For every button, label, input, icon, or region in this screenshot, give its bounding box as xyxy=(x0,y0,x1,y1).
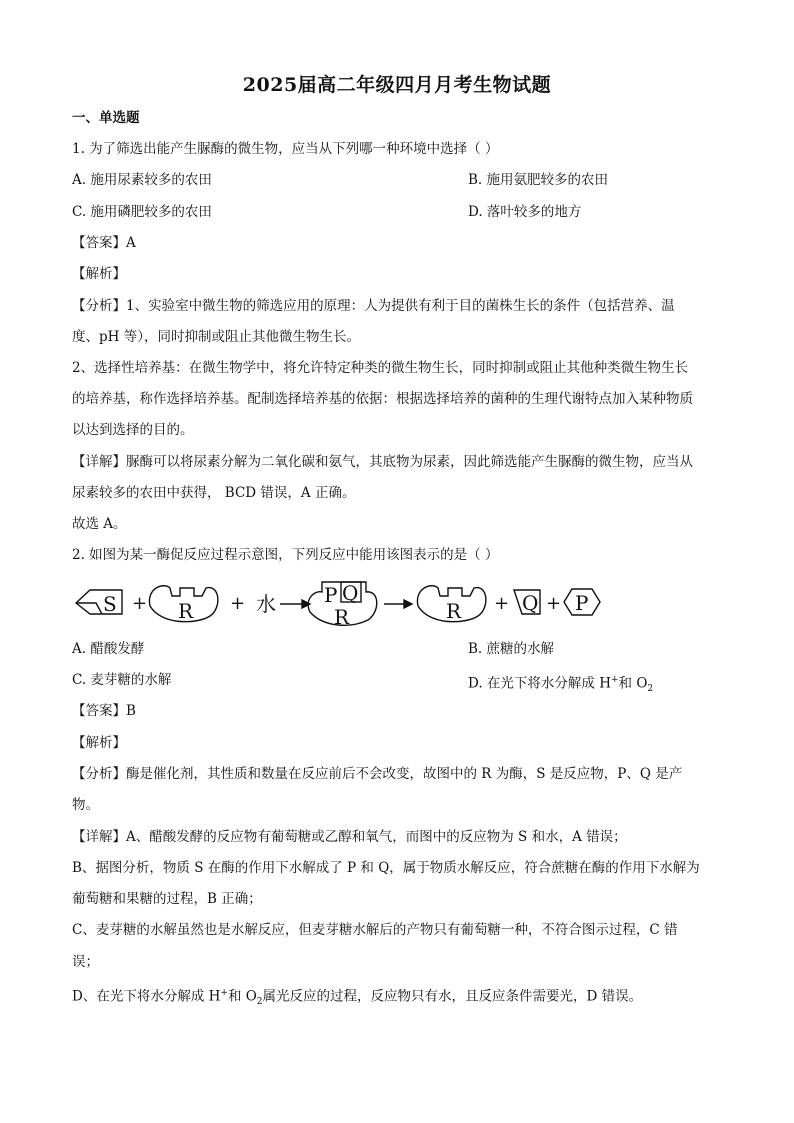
q2-option-d: D. 在光下将水分解成 H+和 $O_2$ xyxy=(468,675,654,695)
q1-analysis-line: 【分析】1、实验室中微生物的筛选应用的原理：人为提供有利于目的菌株生长的条件（包括营养、温 xyxy=(72,298,675,314)
plus-2: + xyxy=(230,593,246,614)
q2-option-c: C. 麦芽糖的水解 xyxy=(72,672,172,688)
section-heading: 一、单选题 xyxy=(72,110,140,126)
q2-option-a: A. 醋酸发酵 xyxy=(72,641,145,657)
q1-option-d: D. 落叶较多的地方 xyxy=(468,204,582,220)
label-r-released: R xyxy=(446,599,462,623)
q1-analysis-line: 以达到选择的目的。 xyxy=(72,422,194,438)
q1-option-b: B. 施用氨肥较多的农田 xyxy=(468,172,609,188)
q2-detail-line: B、据图分析，物质 S 在酶的作用下水解成了 P 和 Q，属于物质水解反应，符合蔗糖在酶的作用下水解为 xyxy=(72,860,700,876)
q1-analysis-line: 的培养基，称作选择培养基。配制选择培养基的依据：根据选择培养的菌种的生理代谢特点加入某种物质 xyxy=(72,391,693,407)
q1-option-a: A. 施用尿素较多的农田 xyxy=(72,172,212,188)
label-q: Q xyxy=(522,591,539,615)
water-label: 水 xyxy=(256,592,276,616)
q1-detail-line: 尿素较多的农田中获得， BCD 错误，A 正确。 xyxy=(72,485,356,501)
q1-detail-line: 【详解】脲酶可以将尿素分解为二氧化碳和氨气，其底物为尿素，因此筛选能产生脲酶的微生物，应当从 xyxy=(72,454,693,470)
q1-analysis-line: 度、pH 等），同时抑制或阻止其他微生物生长。 xyxy=(72,329,360,345)
question-2-stem: 2. 如图为某一酶促反应过程示意图，下列反应中能用该图表示的是（ ） xyxy=(72,547,499,563)
q2-analysis-line: 【分析】酶是催化剂，其性质和数量在反应前后不会改变，故图中的 R 为酶，S 是反应物，P、Q 是产 xyxy=(72,766,683,782)
q1-analysis-line: 2、选择性培养基：在微生物学中，将允许特定种类的微生物生长，同时抑制或阻止其他种类微生物生长 xyxy=(72,360,689,376)
q2-detail-line: C、麦芽糖的水解虽然也是水解反应，但麦芽糖水解后的产物只有葡萄糖一种，不符合图示过程，C 错 xyxy=(72,922,678,938)
q2-detail-line: D、在光下将水分解成 H+和 $O_2$属光反应的过程，反应物只有水，且反应条件需要光，D 错误。 xyxy=(72,988,643,1008)
label-r: R xyxy=(178,599,194,623)
q2-detail-line: 误； xyxy=(72,954,99,970)
question-1-stem: 1. 为了筛选出能产生脲酶的微生物，应当从下列哪一种环境中选择（ ） xyxy=(72,141,499,157)
q2-option-b: B. 蔗糖的水解 xyxy=(468,641,555,657)
label-q-complex: Q xyxy=(342,581,359,605)
page-title: 2025届高二年级四月月考生物试题 xyxy=(242,74,552,96)
plus-4: + xyxy=(546,593,562,614)
q2-detail-line: 葡萄糖和果糖的过程，B 正确； xyxy=(72,891,262,907)
q1-conclusion: 故选 A。 xyxy=(72,516,127,532)
label-p: P xyxy=(575,591,589,615)
q2-analysis-label: 【解析】 xyxy=(72,735,126,751)
plus-3: + xyxy=(494,593,510,614)
label-s: S xyxy=(103,592,117,616)
q1-option-c: C. 施用磷肥较多的农田 xyxy=(72,204,212,220)
q2-analysis-line: 物。 xyxy=(72,797,99,813)
q1-answer: 【答案】A xyxy=(72,235,136,251)
q2-answer: 【答案】B xyxy=(72,703,136,719)
q2-detail-line: 【详解】A、醋酸发酵的反应物有葡萄糖或乙醇和氧气，而图中的反应物为 S 和水，A 错误； xyxy=(72,829,627,845)
label-p-complex: P xyxy=(324,583,338,607)
enzyme-reaction-diagram xyxy=(70,578,610,630)
plus-1: + xyxy=(132,593,148,614)
arrow-2-head xyxy=(404,600,412,608)
q1-analysis-label: 【解析】 xyxy=(72,266,126,282)
label-r-complex: R xyxy=(334,605,350,629)
